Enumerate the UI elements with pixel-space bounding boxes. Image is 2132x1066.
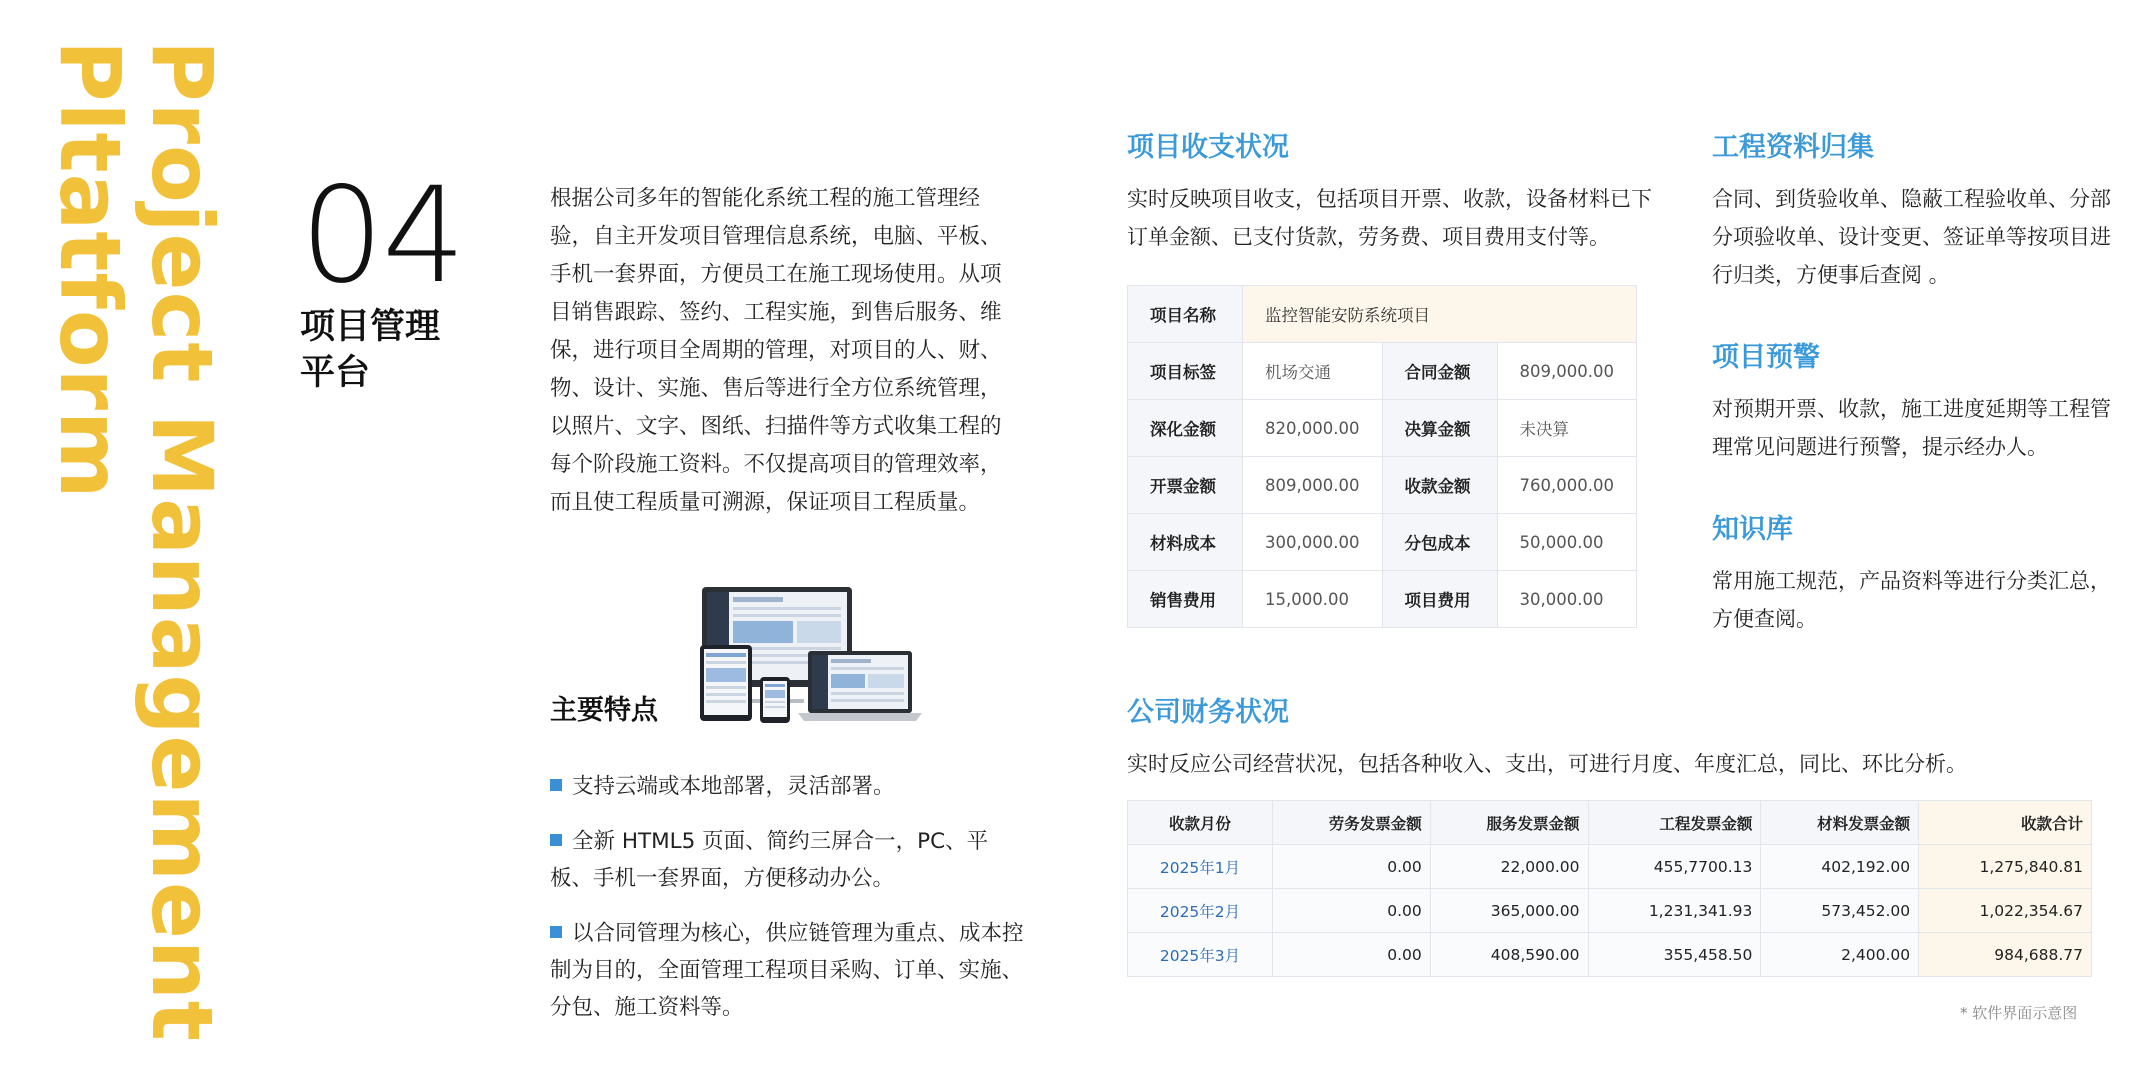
column-header: 收款合计 bbox=[1919, 801, 2092, 845]
finance-title: 公司财务状况 bbox=[1127, 697, 1289, 728]
column-header: 劳务发票金额 bbox=[1273, 801, 1431, 845]
table-value: 809,000.00 bbox=[1497, 343, 1637, 400]
section-title bbox=[300, 304, 500, 396]
table-label: 合同金额 bbox=[1382, 343, 1497, 400]
table-cell: 365,000.00 bbox=[1430, 889, 1588, 933]
table-cell: 0.00 bbox=[1273, 845, 1431, 889]
vertical-title-line1: Project Management bbox=[133, 40, 231, 1042]
table-cell: 1,231,341.93 bbox=[1588, 889, 1761, 933]
table-cell: 0.00 bbox=[1273, 889, 1431, 933]
finance-table bbox=[1127, 800, 2092, 977]
feature-text: 全新 HTML5 页面、简约三屏合一，PC、平板、手机一套界面，方便移动办公。 bbox=[550, 829, 989, 891]
table-value: 760,000.00 bbox=[1497, 457, 1637, 514]
table-label: 开票金额 bbox=[1128, 457, 1243, 514]
table-value: 未决算 bbox=[1497, 400, 1637, 457]
features-list bbox=[550, 768, 1030, 1044]
feature-item bbox=[550, 915, 1030, 1026]
features-title: 主要特点 bbox=[550, 695, 658, 726]
table-cell: 984,688.77 bbox=[1919, 933, 2092, 977]
table-row bbox=[1128, 514, 1637, 571]
table-row bbox=[1128, 571, 1637, 628]
devices-illustration bbox=[700, 585, 925, 725]
table-row bbox=[1128, 933, 2092, 977]
table-value: 30,000.00 bbox=[1497, 571, 1637, 628]
table-cell: 1,022,354.67 bbox=[1919, 889, 2092, 933]
table-cell: 22,000.00 bbox=[1430, 845, 1588, 889]
project-info-table bbox=[1127, 285, 1637, 628]
finance-description: 实时反应公司经营状况，包括各种收入、支出，可进行月度、年度汇总，同比、环比分析。 bbox=[1127, 752, 1967, 776]
table-row bbox=[1128, 286, 1637, 343]
feature-text: 以合同管理为核心，供应链管理为重点、成本控制为目的，全面管理工程项目采购、订单、实施、分包、施工资料等。 bbox=[550, 921, 1024, 1020]
bullet-square-icon bbox=[550, 926, 562, 938]
column-header: 工程发票金额 bbox=[1588, 801, 1761, 845]
bullet-square-icon bbox=[550, 779, 562, 791]
section-title-line1: 项目管理 bbox=[300, 307, 441, 347]
table-cell: 573,452.00 bbox=[1761, 889, 1919, 933]
table-value: 820,000.00 bbox=[1243, 400, 1383, 457]
table-row bbox=[1128, 343, 1637, 400]
knowledge-title: 知识库 bbox=[1712, 514, 1793, 545]
table-value: 300,000.00 bbox=[1243, 514, 1383, 571]
table-header-row bbox=[1128, 801, 2092, 845]
table-cell: 1,275,840.81 bbox=[1919, 845, 2092, 889]
table-cell: 2025年3月 bbox=[1128, 933, 1273, 977]
table-row bbox=[1128, 400, 1637, 457]
table-cell: 402,192.00 bbox=[1761, 845, 1919, 889]
table-label: 项目标签 bbox=[1128, 343, 1243, 400]
table-label: 项目名称 bbox=[1128, 286, 1243, 343]
table-cell: 455,7700.13 bbox=[1588, 845, 1761, 889]
table-label: 分包成本 bbox=[1382, 514, 1497, 571]
project-name-value: 监控智能安防系统项目 bbox=[1243, 286, 1637, 343]
warning-title: 项目预警 bbox=[1712, 342, 1820, 373]
table-cell: 0.00 bbox=[1273, 933, 1431, 977]
table-value: 15,000.00 bbox=[1243, 571, 1383, 628]
feature-text: 支持云端或本地部署，灵活部署。 bbox=[572, 774, 895, 799]
table-value: 机场交通 bbox=[1243, 343, 1383, 400]
table-cell: 2025年1月 bbox=[1128, 845, 1273, 889]
vertical-title bbox=[0, 40, 231, 1042]
column-header: 收款月份 bbox=[1128, 801, 1273, 845]
knowledge-description: 常用施工规范，产品资料等进行分类汇总，方便查阅。 bbox=[1712, 569, 2111, 631]
table-cell: 355,458.50 bbox=[1588, 933, 1761, 977]
intro-paragraph: 根据公司多年的智能化系统工程的施工管理经验，自主开发项目管理信息系统，电脑、平板、手机一套界面，方便员工在施工现场使用。从项目销售跟踪、签约、工程实施，到售后服务、维保，进行项目全周期的管理，对项目的人、财、物、设计、实施、售后等进行全方位系统管理，以照片、文字、图纸、扫描件等方式收集工程的每个阶段施工资料。不仅提高项目的管理效率，而且使工程质量可溯源，保证项目工程质量。 bbox=[550, 186, 1002, 515]
table-cell: 2,400.00 bbox=[1761, 933, 1919, 977]
income-description: 实时反映项目收支，包括项目开票、收款，设备材料已下订单金额、已支付货款，劳务费、项目费用支付等。 bbox=[1127, 187, 1652, 249]
table-cell: 408,590.00 bbox=[1430, 933, 1588, 977]
feature-item bbox=[550, 823, 1030, 897]
table-value: 809,000.00 bbox=[1243, 457, 1383, 514]
table-label: 项目费用 bbox=[1382, 571, 1497, 628]
table-label: 材料成本 bbox=[1128, 514, 1243, 571]
vertical-title-line2: Pltatform bbox=[41, 40, 139, 500]
table-label: 销售费用 bbox=[1128, 571, 1243, 628]
bullet-square-icon bbox=[550, 834, 562, 846]
table-cell: 2025年2月 bbox=[1128, 889, 1273, 933]
table-row bbox=[1128, 845, 2092, 889]
footnote: * 软件界面示意图 bbox=[1960, 1004, 2078, 1022]
section-title-line2: 平台 bbox=[300, 353, 371, 393]
column-header: 服务发票金额 bbox=[1430, 801, 1588, 845]
table-label: 深化金额 bbox=[1128, 400, 1243, 457]
warning-description: 对预期开票、收款，施工进度延期等工程管理常见问题进行预警，提示经办人。 bbox=[1712, 397, 2111, 459]
table-label: 决算金额 bbox=[1382, 400, 1497, 457]
column-header: 材料发票金额 bbox=[1761, 801, 1919, 845]
table-label: 收款金额 bbox=[1382, 457, 1497, 514]
section-number: 04 bbox=[300, 159, 464, 313]
table-row bbox=[1128, 457, 1637, 514]
feature-item bbox=[550, 768, 1030, 805]
table-value: 50,000.00 bbox=[1497, 514, 1637, 571]
income-title: 项目收支状况 bbox=[1127, 132, 1289, 163]
docs-title: 工程资料归集 bbox=[1712, 132, 1874, 163]
table-row bbox=[1128, 889, 2092, 933]
docs-description: 合同、到货验收单、隐蔽工程验收单、分部分项验收单、设计变更、签证单等按项目进行归类，方便事后查阅 。 bbox=[1712, 187, 2111, 287]
